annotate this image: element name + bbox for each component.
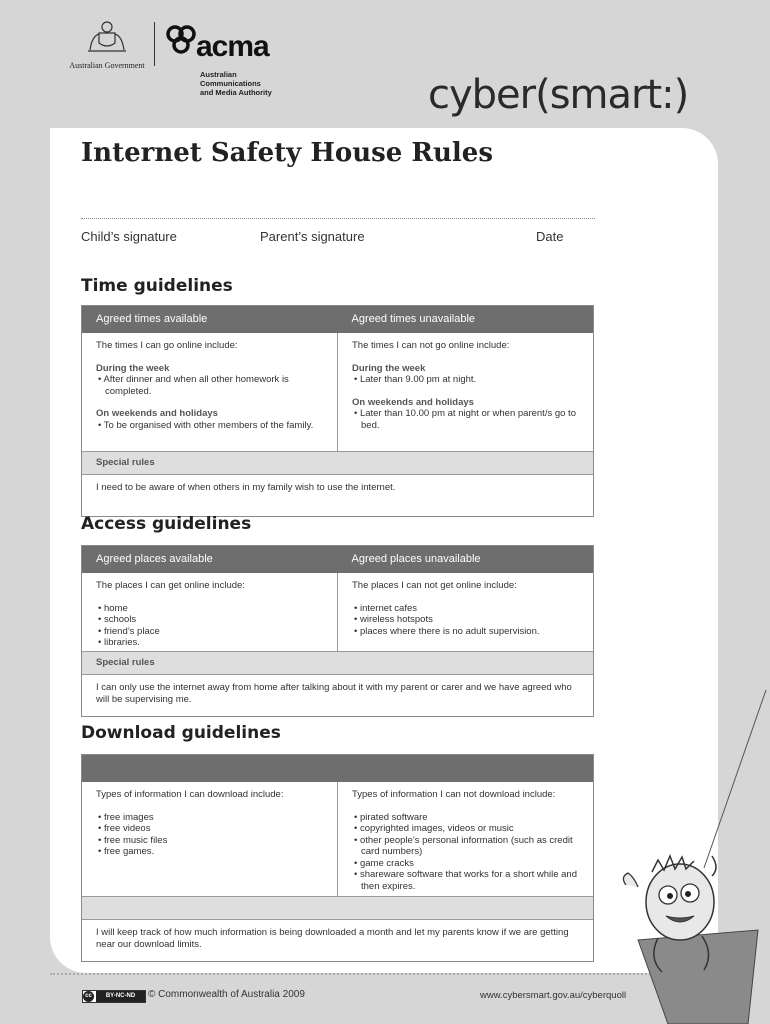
download-guidelines-table <box>81 754 594 962</box>
group-heading: During the week <box>96 362 170 374</box>
download-guidelines-heading: Download guidelines <box>81 723 281 743</box>
time-guidelines-table <box>81 305 594 517</box>
header-divider <box>154 22 155 66</box>
time-guidelines-heading: Time guidelines <box>81 276 233 296</box>
column-header <box>338 755 594 782</box>
column-header: Agreed times unavailable <box>351 313 476 325</box>
list-item: • game cracks <box>352 858 579 870</box>
cc-icon: cc <box>83 991 94 1002</box>
access-guidelines-table <box>81 545 594 717</box>
list-item: • pirated software <box>352 812 579 824</box>
list-item: • copyrighted images, videos or music <box>352 823 579 835</box>
list-item: • shareware software that works for a short while and then expires. <box>352 869 579 892</box>
special-rules-text: I will keep track of how much information is being downloaded a month and let my parents know if we are getting near our download limits. <box>96 927 569 950</box>
list-item: • wireless hotspots <box>352 614 579 626</box>
list-item: • Later than 9.00 pm at night. <box>352 374 579 386</box>
signature-line <box>81 218 595 219</box>
special-rules-label: Special rules <box>82 651 593 675</box>
parent-signature-label: Parent’s signature <box>260 229 365 244</box>
cc-license-label: BY-NC-ND <box>96 991 145 1002</box>
list-item: • After dinner and when all other homework is completed. <box>96 374 323 397</box>
table-row <box>82 573 593 651</box>
copyright-text: © Commonwealth of Australia 2009 <box>148 989 305 1000</box>
list-item: • home <box>96 603 323 615</box>
list-item: • Later than 10.00 pm at night or when parent/s go to bed. <box>352 408 579 431</box>
list-item: • libraries. <box>96 637 323 649</box>
special-rules-label <box>82 896 593 920</box>
list-item: • free music files <box>96 835 323 847</box>
acma-logo-icon <box>164 24 200 56</box>
download-allowed-cell: Types of information I can download include: • free images • free videos • free music files • free games. <box>82 782 337 896</box>
column-header: Agreed times available <box>96 313 208 325</box>
acma-wordmark: acma <box>196 30 269 63</box>
access-guidelines-heading: Access guidelines <box>81 514 252 534</box>
column-header: Agreed places available <box>96 553 213 565</box>
column-header: Agreed places unavailable <box>351 553 481 565</box>
download-disallowed-cell: Types of information I can not download include: • pirated software • copyrighted images, videos or music • other people’s personal information (such as credit card numbers) • game cracks • shareware software that works for a short while and then expires. <box>337 782 593 896</box>
column-header <box>82 755 338 782</box>
places-unavailable-cell: The places I can not get online include: • internet cafes • wireless hotspots • places where there is no adult supervision. <box>337 573 593 651</box>
table-row <box>82 782 593 896</box>
list-item: • places where there is no adult supervision. <box>352 626 579 638</box>
coat-of-arms-icon <box>82 20 132 54</box>
cyberquoll-mascot-icon <box>608 690 770 1024</box>
cybersmart-logo: cyber(smart:) <box>428 72 689 118</box>
australian-government-logo <box>66 20 148 70</box>
date-label: Date <box>536 229 564 244</box>
times-available-cell: The times I can go online include: During the week • After dinner and when all other homework is completed. On weekends and holidays • To be organised with other members of the family. <box>82 333 337 451</box>
list-item: • To be organised with other members of the family. <box>96 420 323 432</box>
table-row <box>82 333 593 451</box>
list-item: • friend’s place <box>96 626 323 638</box>
table-header-row <box>82 546 593 573</box>
list-item: • free videos <box>96 823 323 835</box>
places-available-cell: The places I can get online include: • home • schools • friend’s place • libraries. <box>82 573 337 651</box>
footer-url-link[interactable]: www.cybersmart.gov.au/cyberquoll <box>480 990 627 1001</box>
list-item: • schools <box>96 614 323 626</box>
special-rules-text: I can only use the internet away from home after talking about it with my parent or carer and we have agreed who will be supervising me. <box>96 682 572 705</box>
group-heading: On weekends and holidays <box>96 408 218 419</box>
table-header-row <box>82 306 593 333</box>
child-signature-label: Child’s signature <box>81 229 177 244</box>
government-text: Australian Government <box>69 61 145 70</box>
times-unavailable-cell: The times I can not go online include: During the week • Later than 9.00 pm at night. On weekends and holidays • Later than 10.00 pm at night or when parent/s go to bed. <box>337 333 593 451</box>
list-item: • other people’s personal information (such as credit card numbers) <box>352 835 579 858</box>
list-item: • free images <box>96 812 323 824</box>
group-heading: On weekends and holidays <box>352 396 474 408</box>
page-title: Internet Safety House Rules <box>81 138 493 168</box>
list-item: • free games. <box>96 846 323 858</box>
acma-subtitle: Australian Communications and Media Authority <box>200 70 272 97</box>
creative-commons-badge <box>82 990 146 1003</box>
group-heading: During the week <box>352 362 426 374</box>
special-rules-text: I need to be aware of when others in my family wish to use the internet. <box>96 482 396 493</box>
table-header-row <box>82 755 593 782</box>
special-rules-label: Special rules <box>82 451 593 475</box>
list-item: • internet cafes <box>352 603 579 615</box>
